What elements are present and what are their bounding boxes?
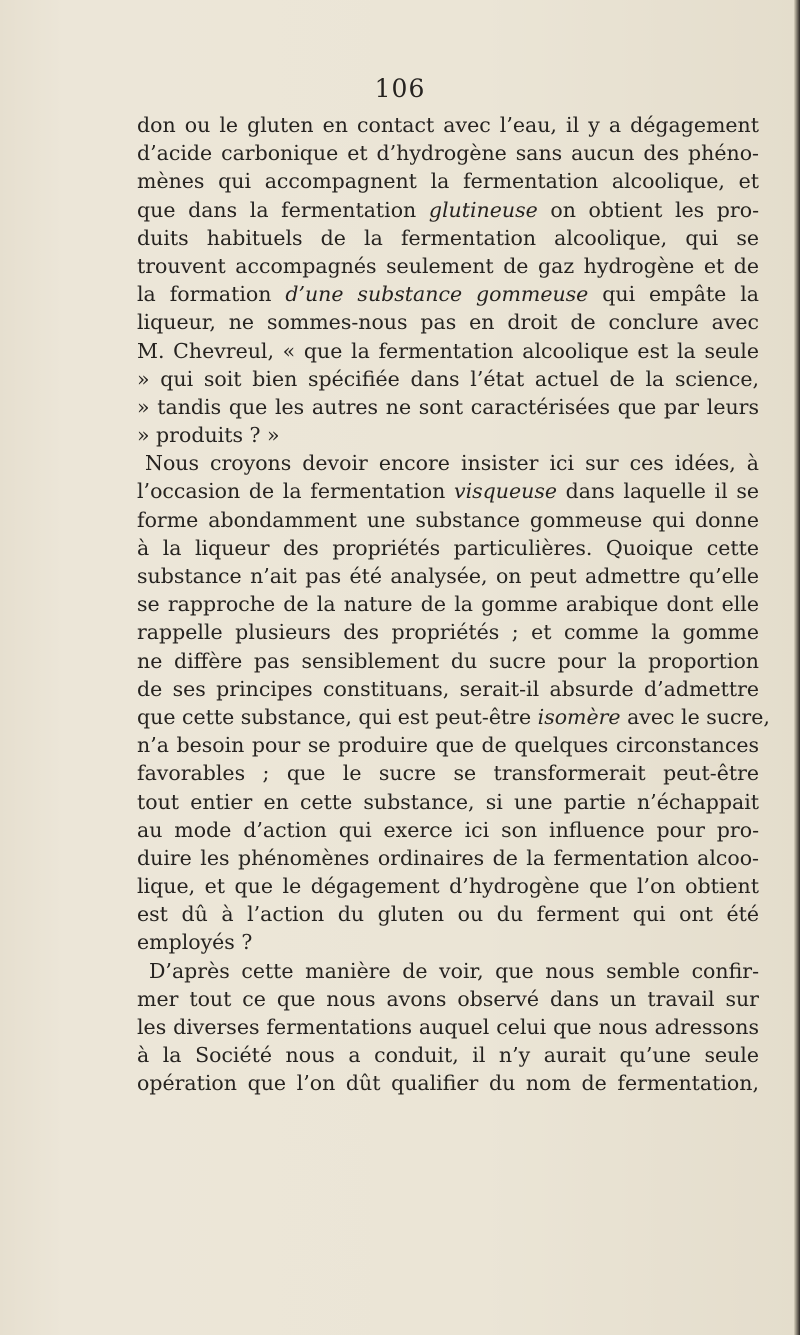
text-run: dans laquelle il se	[557, 479, 759, 504]
text-line: lique, et que le dégagement d’hydrogène que l’on obtient	[137, 874, 759, 899]
text-line: à la liqueur des propriétés particulières. Quoique cette	[137, 535, 759, 560]
text-line: M. Chevreul, « que la fermentation alcoolique est la seule	[137, 338, 759, 363]
text-line: forme abondamment une substance gommeuse qui donne	[137, 507, 759, 532]
text-line: à la Société nous a conduit, il n’y aurait qu’une seule	[137, 1043, 759, 1068]
text-line: mènes qui accompagnent la fermentation alcoolique, et	[137, 169, 759, 194]
text-run: que dans la fermentation	[137, 197, 429, 222]
text-line: duits habituels de la fermentation alcoolique, qui se	[137, 225, 759, 250]
text-line	[137, 703, 770, 731]
text-line: substance n’ait pas été analysée, on peut admettre qu’elle	[137, 564, 759, 588]
text-line: duire les phénomènes ordinaires de la fermentation alcoo-	[137, 845, 759, 870]
text-line: de ses principes constituans, serait-il absurde d’admettre	[137, 676, 759, 701]
text-line: d’acide carbonique et d’hydrogène sans aucun des phéno-	[137, 141, 759, 166]
italic-term: visqueuse	[454, 479, 557, 504]
text-line: au mode d’action qui exerce ici son influence pour pro-	[137, 817, 759, 842]
text-run: que cette substance, qui est peut-être	[137, 704, 538, 729]
italic-term: d’une substance gommeuse	[285, 282, 589, 307]
text-run: la formation	[137, 282, 286, 307]
page-edge-shadow	[794, 0, 800, 1335]
text-line: les diverses fermentations auquel celui que nous adressons	[137, 1015, 759, 1039]
text-line: mer tout ce que nous avons observé dans un travail sur	[137, 986, 759, 1011]
text-line: liqueur, ne sommes-nous pas en droit de conclure avec	[137, 310, 759, 335]
text-line: rappelle plusieurs des propriétés ; et comme la gomme	[137, 620, 759, 645]
text-line: tout entier en cette substance, si une partie n’échappait	[137, 789, 759, 814]
text-line: ne diffère pas sensiblement du sucre pour la proportion	[137, 648, 759, 673]
paragraph-start: Nous croyons devoir encore insister ici sur ces idées, à	[145, 451, 759, 476]
text-run: qui empâte la	[588, 282, 760, 307]
text-run: l’occasion de la fermentation	[137, 479, 455, 504]
text-line: est dû à l’action du gluten ou du ferment qui ont été	[137, 902, 759, 927]
italic-term: isomère	[537, 704, 621, 729]
text-run: on obtient les pro-	[537, 197, 759, 222]
text-line	[137, 196, 759, 224]
text-line: » qui soit bien spécifiée dans l’état actuel de la science,	[137, 366, 759, 391]
text-line	[137, 477, 759, 505]
text-line: se rapproche de la nature de la gomme arabique dont elle	[137, 592, 759, 617]
text-line: trouvent accompagnés seulement de gaz hydrogène et de	[137, 253, 759, 278]
page-number: 106	[374, 74, 426, 103]
text-line: n’a besoin pour se produire que de quelques circonstances	[137, 733, 759, 758]
paragraph-start: D’après cette manière de voir, que nous semble confir-	[149, 958, 759, 983]
text-line: » tandis que les autres ne sont caractérisées que par leurs	[137, 394, 759, 419]
text-line: » produits ? »	[137, 423, 280, 448]
text-line: don ou le gluten en contact avec l’eau, il y a dégagement	[137, 113, 759, 137]
text-run: avec le sucre,	[620, 704, 770, 729]
text-line	[137, 280, 759, 308]
text-line: favorables ; que le sucre se transformerait peut-être	[137, 761, 759, 786]
body-text	[137, 111, 770, 1098]
text-line: employés ?	[137, 930, 253, 955]
text-line: opération que l’on dût qualifier du nom de fermentation,	[137, 1071, 759, 1096]
italic-term: glutineuse	[428, 197, 538, 222]
